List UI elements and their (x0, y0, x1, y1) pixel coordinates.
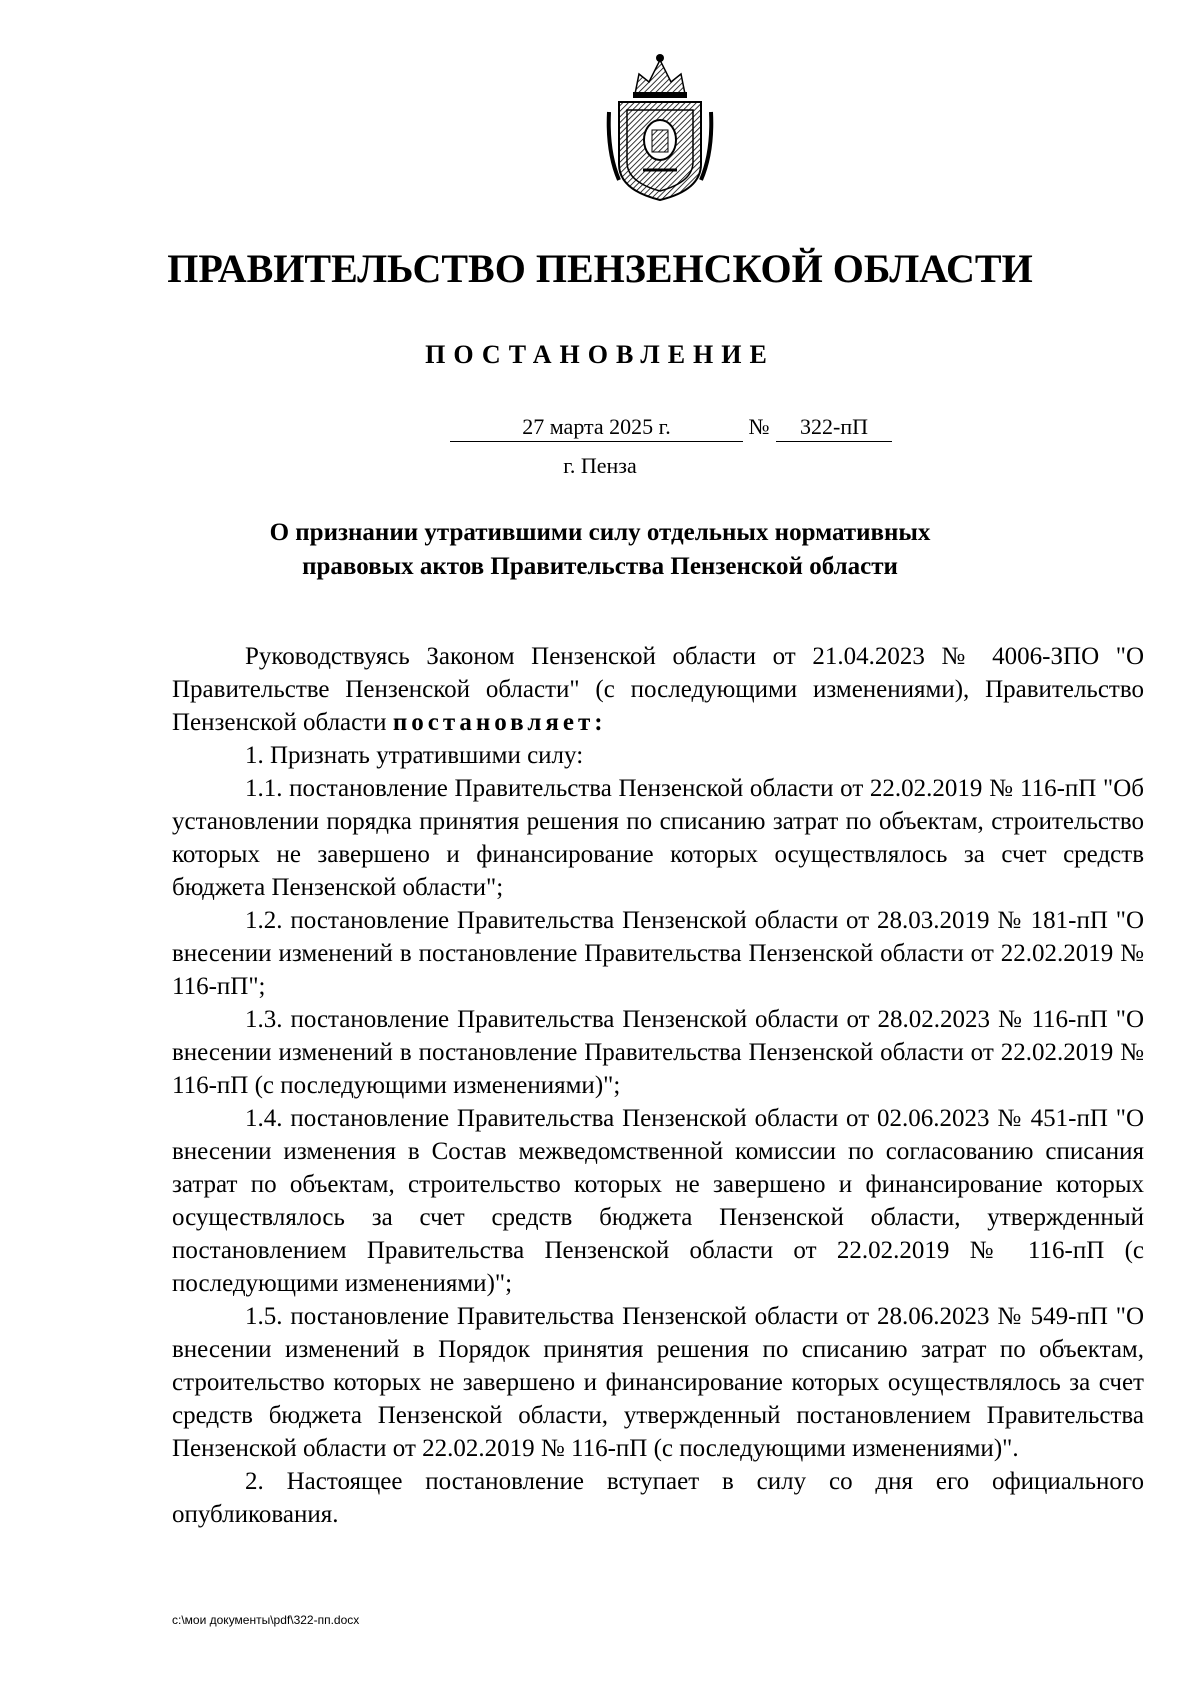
file-path: c:\мои документы\pdf\322-пп.docx (172, 1613, 360, 1627)
intro-text: Руководствуясь Законом Пензенской области от 21.04.2023 № 4006-ЗПО "О Правительстве Пензенской области" (с последующими изменениями), Правительство Пензенской области (172, 643, 1144, 736)
paragraph-1-3: 1.3. постановление Правительства Пензенской области от 28.02.2023 № 116-пП "О внесении изменений в постановление Правительства Пензенской области от 22.02.2019 № 116-пП (с последующими изменениями)"; (172, 1006, 1144, 1099)
document-body (172, 640, 1144, 1531)
paragraph-1-5: 1.5. постановление Правительства Пензенской области от 28.06.2023 № 549-пП "О внесении изменений в Порядок принятия решения по списанию затрат по объектам, строительство которых не завершено и финансирование которых осуществлялось за счет средств бюджета Пензенской области, утвержденный постановлением Правительства Пензенской области от 22.02.2019 № 116-пП (с последующими изменениями)". (172, 1303, 1144, 1462)
city: г. Пенза (563, 453, 637, 478)
paragraph-1-2: 1.2. постановление Правительства Пензенской области от 28.03.2019 № 181-пП "О внесении изменений в постановление Правительства Пензенской области от 22.02.2019 № 116-пП"; (172, 907, 1144, 1000)
intro-verb: постановляет: (392, 709, 607, 736)
document-date: 27 марта 2025 г. (450, 413, 743, 442)
subject-line-2: правовых актов Правительства Пензенской области (302, 553, 898, 580)
intro-paragraph (172, 640, 1144, 739)
paragraph-2: 2. Настоящее постановление вступает в силу со дня его официального опубликования. (172, 1468, 1144, 1528)
number-sign: № (748, 414, 770, 439)
document-number: 322-пП (776, 413, 892, 442)
paragraph-1-1: 1.1. постановление Правительства Пензенской области от 22.02.2019 № 116-пП "Об установлении порядка принятия решения по списанию затрат по объектам, строительство которых не завершено и финансирование которых осуществлялось за счет средств бюджета Пензенской области"; (172, 775, 1144, 901)
penza-region-coat-of-arms-icon (605, 52, 715, 204)
document-type: ПОСТАНОВЛЕНИЕ (425, 340, 775, 369)
organization-title: ПРАВИТЕЛЬСТВО ПЕНЗЕНСКОЙ ОБЛАСТИ (167, 246, 1033, 291)
paragraph-1: 1. Признать утратившими силу: (245, 742, 584, 769)
document-subject (200, 516, 1000, 584)
paragraph-1-4: 1.4. постановление Правительства Пензенской области от 02.06.2023 № 451-пП "О внесении изменения в Состав межведомственной комиссии по согласованию списания затрат по объектам, строительство которых не завершено и финансирование которых осуществлялось за счет средств бюджета Пензенской области, утвержденный постановлением Правительства Пензенской области от 22.02.2019 № 116-пП (с последующими изменениями)"; (172, 1105, 1144, 1297)
subject-line-1: О признании утратившими силу отдельных нормативных (269, 519, 931, 546)
